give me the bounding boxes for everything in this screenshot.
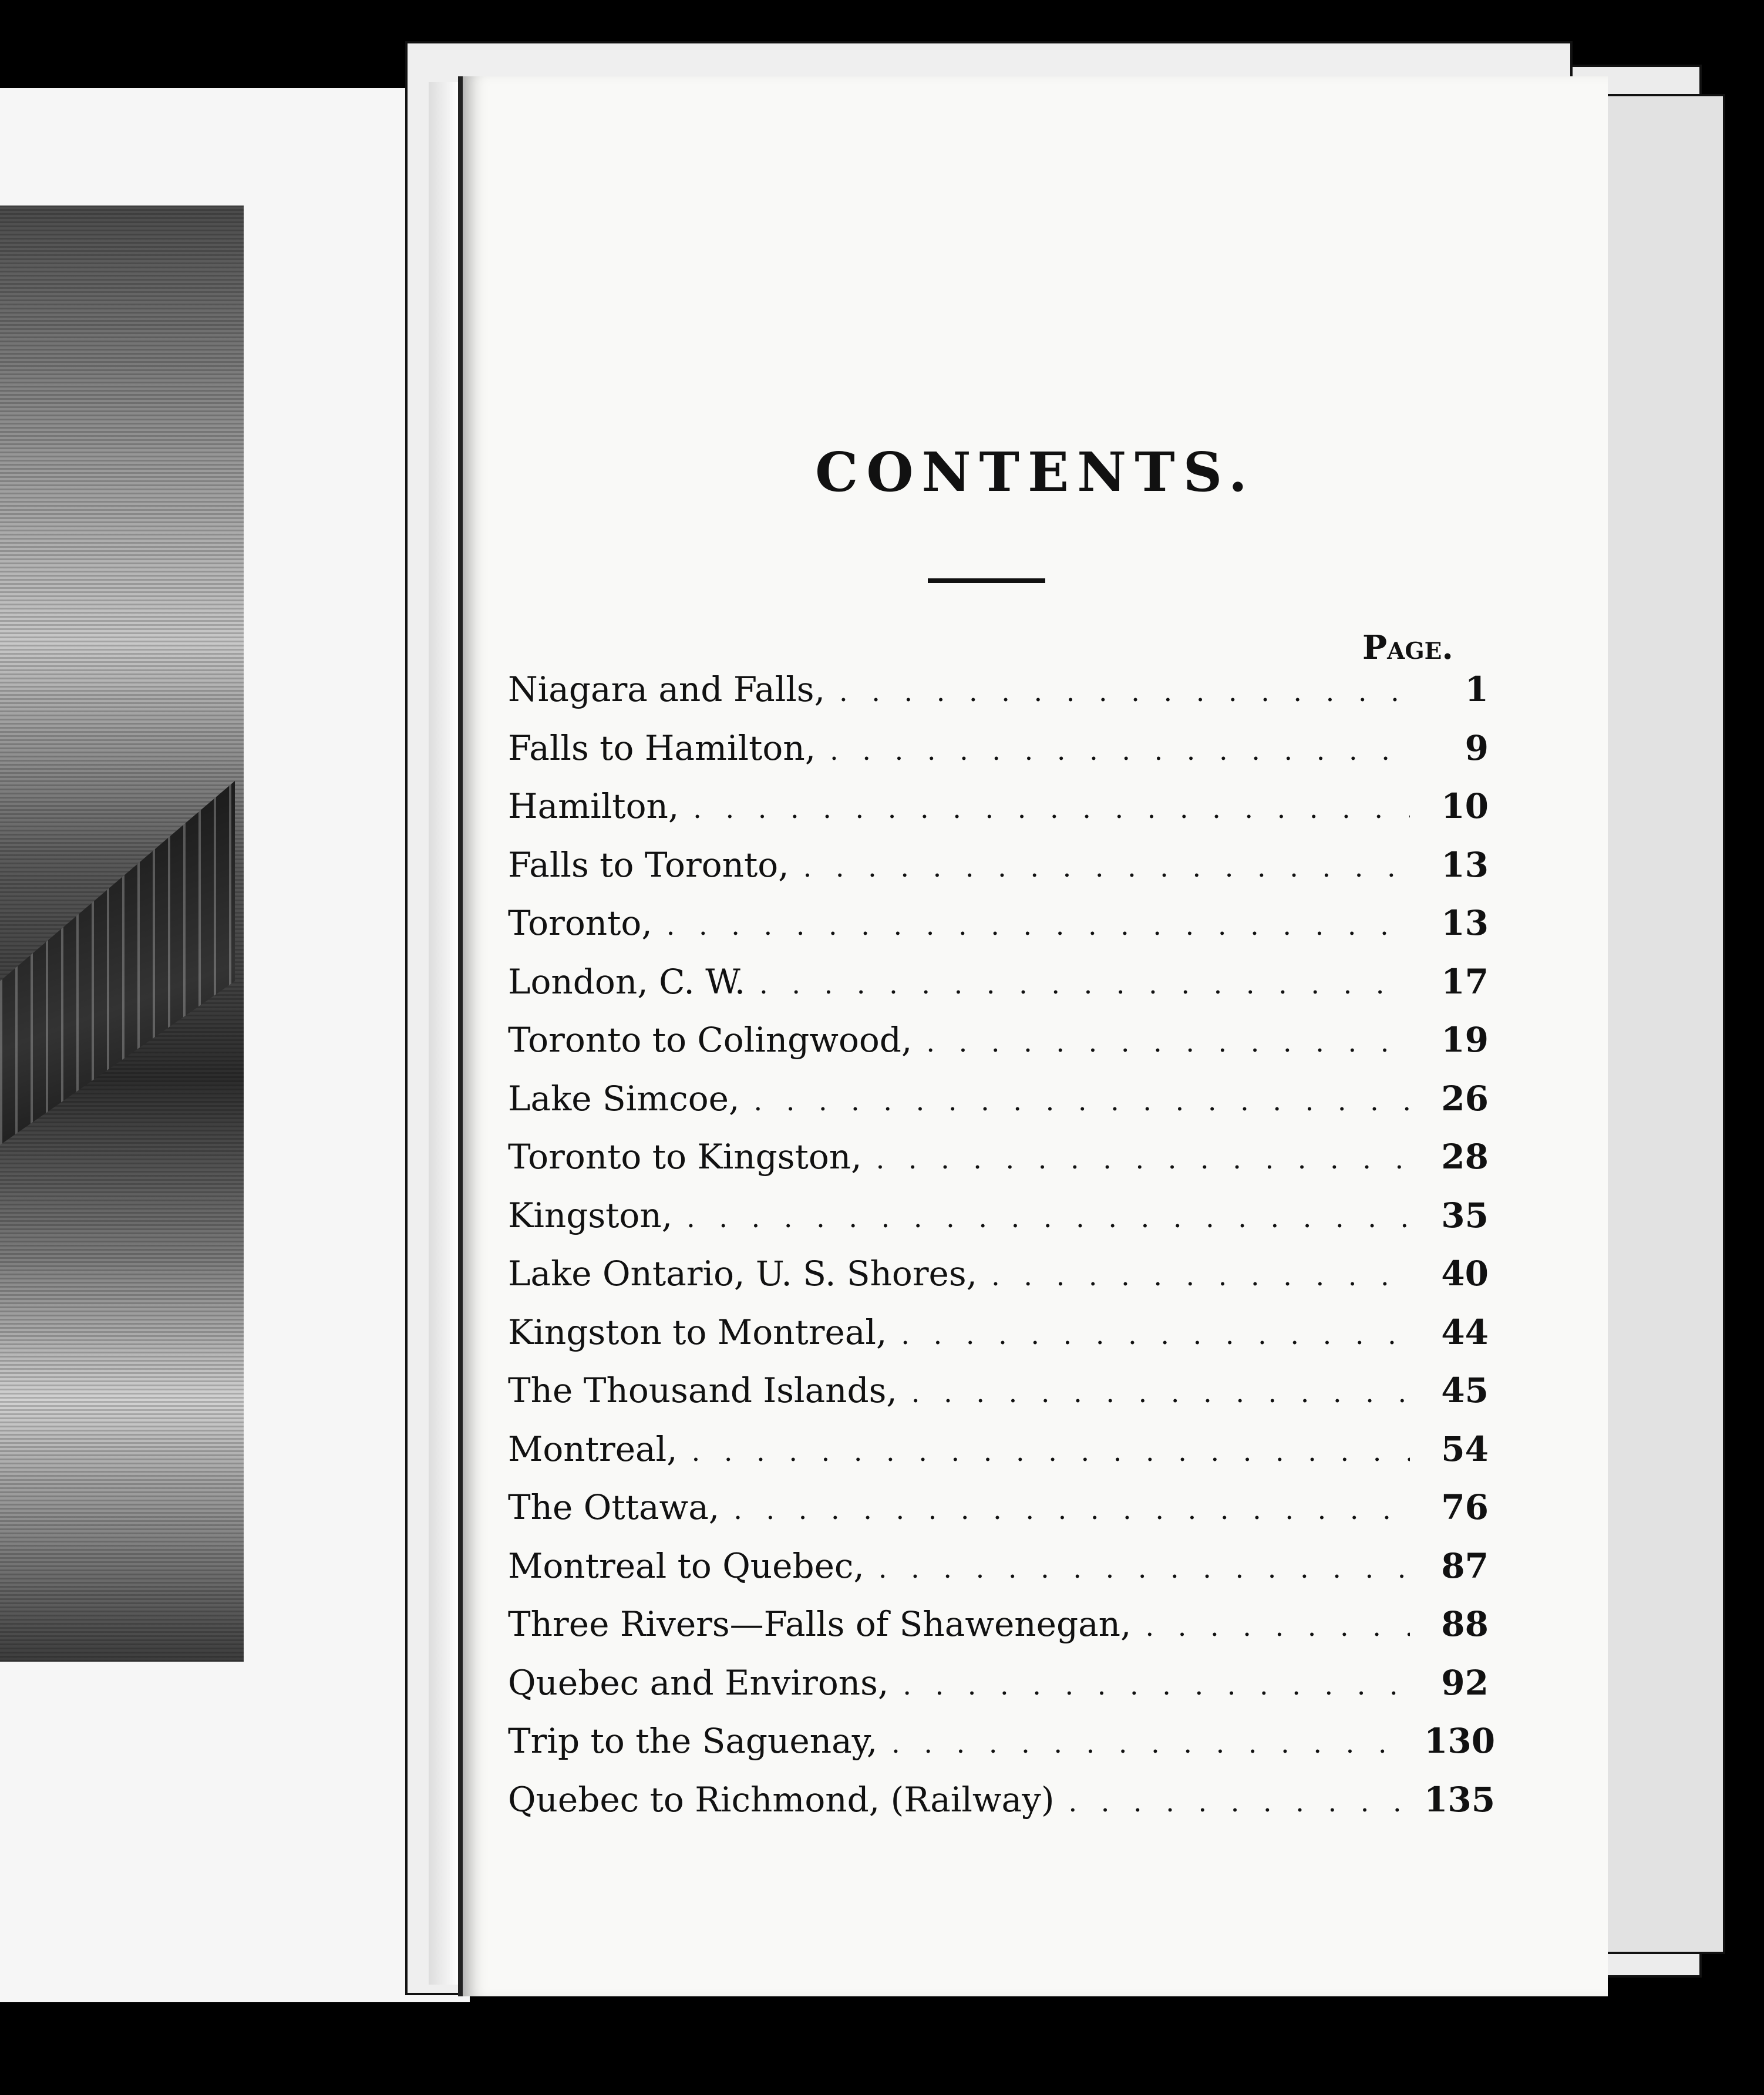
dot-leader (839, 676, 1410, 708)
toc-entry (508, 1195, 1489, 1254)
toc-entry-title: Kingston to Montreal, (508, 1312, 887, 1352)
toc-entry (508, 962, 1489, 1020)
page-column-heading: Page. (1362, 628, 1453, 667)
toc-entry-page: 19 (1441, 1020, 1489, 1060)
toc-entry-page: 130 (1424, 1721, 1496, 1761)
toc-entry (508, 669, 1489, 728)
toc-entry-title: The Ottawa, (508, 1487, 720, 1527)
dot-leader (991, 1260, 1410, 1292)
title-rule (928, 578, 1045, 583)
toc-entry (508, 1546, 1489, 1605)
dot-leader (803, 851, 1410, 883)
dot-leader (666, 910, 1410, 941)
toc-entry (508, 1779, 1496, 1838)
toc-entry-title: The Thousand Islands, (508, 1370, 897, 1410)
dot-leader (891, 1727, 1410, 1759)
toc-entry-page: 17 (1441, 961, 1489, 1002)
dot-leader (686, 1202, 1410, 1234)
dot-leader (759, 968, 1410, 1000)
toc-entry (508, 1429, 1489, 1488)
toc-entry-title: Hamilton, (508, 786, 679, 826)
dot-leader (692, 1436, 1410, 1467)
toc-entry (508, 1079, 1489, 1137)
toc-entry-page: 76 (1441, 1487, 1489, 1527)
toc-entry (508, 903, 1489, 962)
toc-entry-page: 87 (1441, 1545, 1489, 1586)
toc-entry-title: Kingston, (508, 1195, 673, 1235)
toc-entry-title: Quebec and Environs, (508, 1662, 889, 1703)
toc-entry-page: 44 (1441, 1312, 1489, 1352)
toc-entry-page: 54 (1441, 1429, 1489, 1469)
toc-entry (508, 1020, 1489, 1079)
toc-entry (508, 1487, 1489, 1546)
toc-entry-title: Falls to Toronto, (508, 844, 789, 885)
toc-entry-title: Lake Ontario, U. S. Shores, (508, 1254, 978, 1294)
toc-entry-page: 13 (1441, 844, 1489, 885)
toc-entry-page: 92 (1441, 1662, 1489, 1703)
dot-leader (733, 1494, 1410, 1525)
toc-entry-title: Trip to the Saguenay, (508, 1721, 878, 1761)
dot-leader (693, 793, 1410, 824)
toc-entry-page: 1 (1465, 669, 1489, 709)
toc-entry (508, 786, 1489, 845)
dot-leader (926, 1026, 1410, 1058)
dot-leader (903, 1669, 1410, 1701)
toc-entry-title: Niagara and Falls, (508, 669, 826, 709)
toc-entry (508, 1370, 1489, 1429)
page-title: CONTENTS. (815, 440, 1255, 504)
toc-entry-title: Montreal to Quebec, (508, 1545, 864, 1586)
toc-entry-title: Lake Simcoe, (508, 1078, 740, 1119)
toc-entry-page: 35 (1441, 1195, 1489, 1235)
dot-leader (876, 1143, 1410, 1175)
toc-entry-page: 9 (1465, 727, 1489, 768)
toc-entry (508, 845, 1489, 904)
toc-entry (508, 728, 1489, 787)
toc-entry-page: 13 (1441, 903, 1489, 943)
toc-entry-title: Quebec to Richmond, (Railway) (508, 1779, 1055, 1820)
toc-entry-page: 26 (1441, 1078, 1489, 1119)
dot-leader (753, 1085, 1410, 1117)
toc-entry (508, 1312, 1489, 1371)
toc-entry (508, 1721, 1496, 1780)
toc-entry (508, 1254, 1489, 1312)
toc-entry-page: 45 (1441, 1370, 1489, 1410)
toc-entry-title: Three Rivers—Falls of Shawenegan, (508, 1604, 1132, 1644)
toc-entry-title: Toronto to Kingston, (508, 1137, 862, 1177)
toc-entry (508, 1663, 1489, 1722)
dot-leader (1145, 1611, 1410, 1642)
toc-entry-page: 10 (1441, 786, 1489, 826)
toc-entry-title: Toronto to Colingwood, (508, 1020, 913, 1060)
toc-entry-page: 88 (1441, 1604, 1489, 1644)
toc-entry-title: Falls to Hamilton, (508, 727, 816, 768)
toc-entry (508, 1137, 1489, 1195)
facing-page (0, 88, 470, 2002)
toc-entry-title: Montreal, (508, 1429, 678, 1469)
dot-leader (1069, 1786, 1410, 1818)
toc-entry-page: 40 (1441, 1254, 1489, 1294)
toc-entry (508, 1604, 1489, 1663)
dot-leader (911, 1377, 1410, 1409)
toc-entry-title: Toronto, (508, 903, 652, 943)
dot-leader (901, 1319, 1410, 1350)
table-of-contents (508, 669, 1496, 1838)
toc-entry-page: 135 (1424, 1779, 1496, 1820)
toc-entry-title: London, C. W. (508, 961, 746, 1002)
dot-leader (830, 735, 1410, 766)
dot-leader (878, 1552, 1410, 1584)
toc-entry-page: 28 (1441, 1137, 1489, 1177)
